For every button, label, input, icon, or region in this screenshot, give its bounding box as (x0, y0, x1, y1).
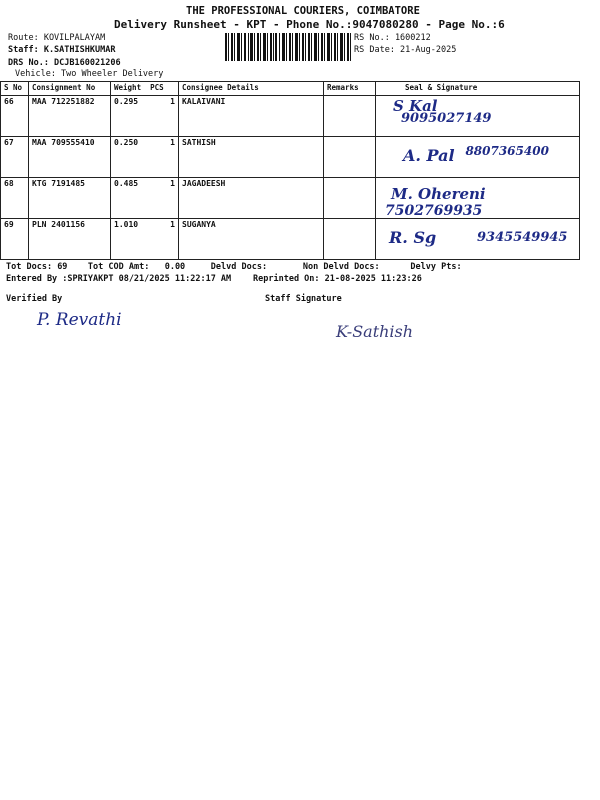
cell-sno: 68 (1, 178, 29, 219)
cell-remarks (324, 137, 376, 178)
col-seal (376, 82, 580, 96)
cell-weight: 0.485 (114, 179, 139, 188)
col-seal-label: Seal & Signature (405, 83, 478, 92)
cell-pcs: 1 (170, 138, 175, 147)
delvd-docs-label: Delvd Docs: (210, 262, 268, 272)
company-title: THE PROFESSIONAL COURIERS, COIMBATORE (186, 5, 420, 17)
entered-by: Entered By :SPRIYAKPT 08/21/2025 11:22:17 AM (6, 274, 232, 284)
cell-consignee: JAGADEESH (179, 178, 324, 219)
cell-signature (376, 219, 580, 260)
cell-consignment: MAA 712251882 (29, 96, 111, 137)
signature-phone: 9095027149 (401, 111, 492, 126)
vehicle-label: Vehicle: Two Wheeler Delivery (15, 69, 164, 79)
cell-weight-pcs (111, 96, 179, 137)
cell-consignment: MAA 709555410 (29, 137, 111, 178)
cell-remarks (324, 219, 376, 260)
rs-date: RS Date: 21-Aug-2025 (354, 45, 457, 55)
rs-number: RS No.: 1600212 (354, 33, 431, 43)
cell-remarks (324, 96, 376, 137)
tot-docs-label: Tot Docs: (6, 262, 53, 272)
table-row (1, 178, 580, 219)
staff-label: Staff: K.SATHISHKUMAR (8, 45, 116, 55)
signature-phone: 8807365400 (465, 144, 549, 158)
cell-consignment: KTG 7191485 (29, 178, 111, 219)
signature-name: S Kal (393, 97, 438, 115)
cell-signature (376, 178, 580, 219)
col-remarks: Remarks (324, 82, 376, 96)
cell-weight: 1.010 (114, 220, 139, 229)
cell-sno: 69 (1, 219, 29, 260)
col-consignee: Consignee Details (179, 82, 324, 96)
runsheet-subtitle: Delivery Runsheet - KPT - Phone No.:9047080280 - Page No.:6 (114, 18, 505, 31)
verifier-signature: P. Revathi (37, 310, 122, 330)
tot-cod-label: Tot COD Amt: (87, 262, 150, 272)
cell-consignee: KALAIVANI (179, 96, 324, 137)
cell-signature (376, 137, 580, 178)
staff-signature-label: Staff Signature (265, 294, 342, 304)
cell-weight: 0.295 (114, 97, 139, 106)
cell-pcs: 1 (170, 179, 175, 188)
signature-phone: 7502769935 (385, 203, 483, 219)
delvy-pts-label: Delvy Pts: (410, 262, 462, 272)
signature-name: A. Pal (403, 146, 455, 165)
totals-line (6, 262, 462, 272)
table-row (1, 219, 580, 260)
col-weight-pcs (111, 82, 179, 96)
signature-name: R. Sg (389, 228, 437, 247)
runsheet-table (0, 81, 580, 260)
barcode-image (225, 33, 351, 61)
drs-label: DRS No.: DCJB160021206 (8, 58, 121, 68)
non-delvd-docs-label: Non Delvd Docs: (302, 262, 380, 272)
cell-weight-pcs (111, 137, 179, 178)
tot-docs-value: 69 (57, 262, 68, 272)
cell-remarks (324, 178, 376, 219)
table-row (1, 96, 580, 137)
cell-weight: 0.250 (114, 138, 139, 147)
route-label: Route: KOVILPALAYAM (8, 33, 106, 43)
signature-phone: 9345549945 (477, 230, 568, 245)
col-pcs: PCS (150, 83, 164, 92)
cell-consignment: PLN 2401156 (29, 219, 111, 260)
cell-pcs: 1 (170, 97, 175, 106)
cell-signature (376, 96, 580, 137)
col-consignment: Consignment No (29, 82, 111, 96)
staff-signature: K-Sathish (336, 322, 414, 341)
col-weight: Weight (114, 83, 142, 92)
tot-cod-value: 0.00 (164, 262, 186, 272)
signature-name: M. Ohereni (391, 185, 486, 203)
table-row (1, 137, 580, 178)
cell-sno: 66 (1, 96, 29, 137)
table-header-row (1, 82, 580, 96)
reprinted-on: Reprinted On: 21-08-2025 11:23:26 (253, 274, 422, 284)
cell-weight-pcs (111, 219, 179, 260)
cell-sno: 67 (1, 137, 29, 178)
cell-pcs: 1 (170, 220, 175, 229)
col-sno: S No (1, 82, 29, 96)
verified-by-label: Verified By (6, 294, 63, 304)
cell-weight-pcs (111, 178, 179, 219)
cell-consignee: SATHISH (179, 137, 324, 178)
cell-consignee: SUGANYA (179, 219, 324, 260)
